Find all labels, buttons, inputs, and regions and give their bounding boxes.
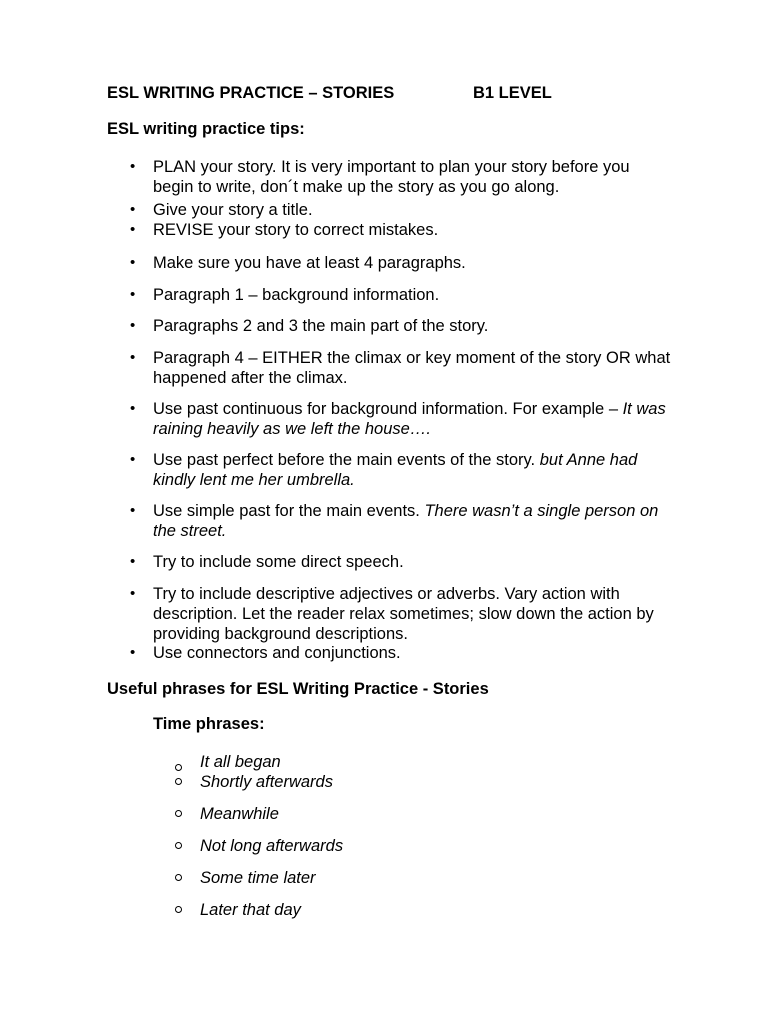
tip-list-item (130, 643, 673, 663)
tips-heading: ESL writing practice tips: (107, 120, 305, 138)
bullet-icon: • (130, 201, 136, 218)
tip-list-item (130, 200, 673, 220)
hollow-bullet-icon (175, 778, 182, 785)
tip-text: Paragraphs 2 and 3 the main part of the story. (153, 317, 489, 335)
tip-list-item (130, 157, 673, 197)
tip-list-item (130, 348, 673, 388)
tip-text: Use past perfect before the main events of the story. (153, 451, 540, 469)
useful-phrases-heading: Useful phrases for ESL Writing Practice - Stories (107, 680, 489, 698)
time-phrase-item (200, 836, 343, 856)
tip-list-item (130, 450, 673, 490)
time-phrase-text: It all began (200, 753, 281, 771)
tip-text: PLAN your story. It is very important to plan your story before you begin to write, don´t make up the story as you go along. (153, 158, 630, 196)
bullet-icon: • (130, 158, 136, 175)
level-label: B1 LEVEL (473, 84, 552, 102)
time-phrase-item (200, 900, 301, 920)
tip-text: Try to include descriptive adjectives or adverbs. Vary action with description. Let the reader relax sometimes; slow down the action by providing background descriptions. (153, 585, 654, 643)
bullet-icon: • (130, 585, 136, 602)
time-phrase-item (200, 804, 279, 824)
page-title: ESL WRITING PRACTICE – STORIES (107, 84, 395, 102)
hollow-bullet-icon (175, 842, 182, 849)
bullet-icon: • (130, 553, 136, 570)
time-phrase-item (200, 752, 281, 772)
tip-list-item (130, 399, 673, 439)
tip-list-item (130, 316, 673, 336)
bullet-icon: • (130, 349, 136, 366)
tip-list-item (130, 285, 673, 305)
tip-text: Use simple past for the main events. (153, 502, 425, 520)
tip-list-item (130, 501, 673, 541)
time-phrase-item (200, 772, 333, 792)
tip-example: It was raining heavily as we left the house…. (153, 400, 666, 438)
time-phrase-text: Some time later (200, 869, 316, 887)
bullet-icon: • (130, 254, 136, 271)
bullet-icon: • (130, 451, 136, 468)
tip-text: Paragraph 1 – background information. (153, 286, 440, 304)
page-title-line (107, 84, 552, 103)
tip-example: but Anne had kindly lent me her umbrella. (153, 451, 638, 489)
tip-text: Try to include some direct speech. (153, 553, 404, 571)
time-phrase-text: Not long afterwards (200, 837, 344, 855)
bullet-icon: • (130, 502, 136, 519)
bullet-icon: • (130, 221, 136, 238)
bullet-icon: • (130, 317, 136, 334)
tip-text: Give your story a title. (153, 201, 313, 219)
tip-list-item (130, 253, 673, 273)
tip-text: REVISE your story to correct mistakes. (153, 221, 439, 239)
bullet-icon: • (130, 286, 136, 303)
hollow-bullet-icon (175, 906, 182, 913)
bullet-icon: • (130, 400, 136, 417)
tip-text: Make sure you have at least 4 paragraphs. (153, 254, 466, 272)
tip-text: Paragraph 4 – EITHER the climax or key moment of the story OR what happened after the climax. (153, 349, 671, 387)
time-phrase-item (200, 868, 316, 888)
hollow-bullet-icon (175, 810, 182, 817)
bullet-icon: • (130, 644, 136, 661)
time-phrase-text: Later that day (200, 901, 301, 919)
tip-list-item (130, 220, 673, 240)
time-phrases-heading: Time phrases: (153, 715, 265, 733)
tip-text: Use past continuous for background information. For example – (153, 400, 623, 418)
tip-list-item (130, 584, 673, 644)
hollow-bullet-icon (175, 874, 182, 881)
tip-example: There wasn’t a single person on the street. (153, 502, 659, 540)
tip-text: Use connectors and conjunctions. (153, 644, 401, 662)
time-phrase-text: Meanwhile (200, 805, 279, 823)
hollow-bullet-icon (175, 764, 182, 771)
tip-list-item (130, 552, 673, 572)
time-phrase-text: Shortly afterwards (200, 773, 333, 791)
